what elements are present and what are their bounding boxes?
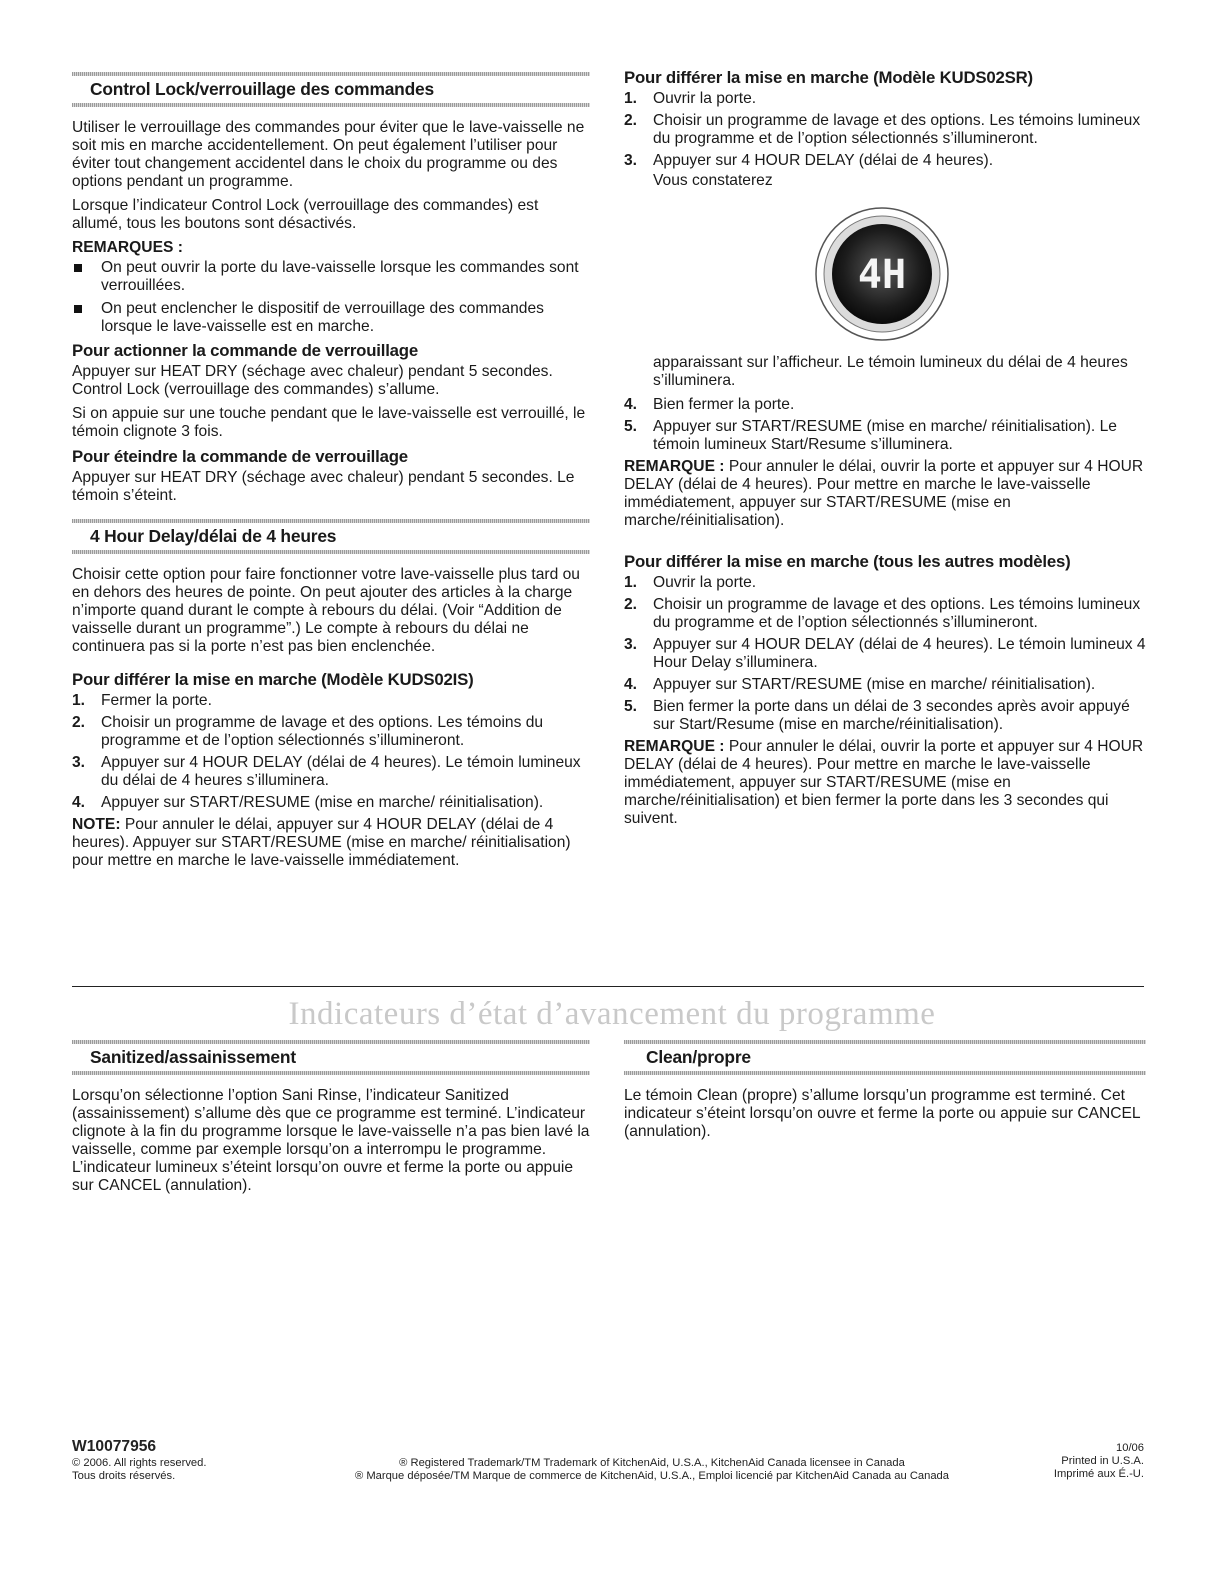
step-number: 3. <box>624 152 638 169</box>
step-text: Appuyer sur START/RESUME (mise en marche/ réinitialisation). Le témoin lumineux Start/Resume s’illuminera. <box>653 418 1117 453</box>
paragraph: Lorsqu’on sélectionne l’option Sani Rinse, l’indicateur Sanitized (assainissement) s’allume dès que ce programme est terminé. L’indicateur clignote à la fin du programme lorsque le lave-vaisselle n’a pas bien lavé la vaisselle, comme par exemple lorsqu’on a interrompu le programme. L’indicateur lumineux s’éteint lorsqu’on ouvre et ferme la porte ou appuie sur CANCEL (annulation). <box>72 1087 590 1194</box>
printed-text: Imprimé aux É.-U. <box>1053 1468 1144 1480</box>
step-item <box>72 754 590 790</box>
note-label: REMARQUE : <box>624 458 725 475</box>
footer <box>72 1438 1144 1485</box>
step-text: Bien fermer la porte dans un délai de 3 secondes après avoir appuyé sur Start/Resume (mise en marche/réinitialisation). <box>653 698 1130 733</box>
step-item <box>624 676 1146 694</box>
step-number: 3. <box>72 754 86 771</box>
step-number: 2. <box>624 596 638 613</box>
step-text: Appuyer sur 4 HOUR DELAY (délai de 4 heures). <box>653 152 994 169</box>
step-text: Choisir un programme de lavage et des options. Les témoins lumineux du programme et de l’option sélectionnés s’illumineront. <box>653 112 1141 147</box>
step-continuation: Vous constaterez <box>653 172 773 189</box>
note <box>624 458 1146 530</box>
paragraph: Utiliser le verrouillage des commandes pour éviter que le lave-vaisselle ne soit mis en marche accidentellement. On peut également l’utiliser pour éviter tout changement accidentel dans le choix du programme ou des options pendant un programme. <box>72 119 585 190</box>
trademark-block <box>252 1457 1052 1483</box>
section-title: Control Lock/verrouillage des commandes <box>90 79 434 99</box>
print-date: 10/06 <box>1116 1442 1144 1454</box>
step-item <box>624 636 1146 672</box>
step-number: 1. <box>72 692 86 709</box>
print-info-block <box>1054 1442 1144 1481</box>
sanitized-column <box>72 1040 590 1201</box>
paragraph: Appuyer sur HEAT DRY (séchage avec chaleur) pendant 5 secondes. Control Lock (verrouillage des commandes) s’allume. <box>72 363 553 398</box>
step-item <box>72 714 590 750</box>
step-number: 5. <box>624 698 638 715</box>
display-graphic <box>812 204 952 344</box>
steps-list <box>624 574 1146 734</box>
step-item <box>72 794 590 812</box>
bullet-text: On peut ouvrir la porte du lave-vaisselle lorsque les commandes sont verrouillées. <box>101 259 579 294</box>
step-item <box>624 596 1146 632</box>
steps-list <box>624 396 1146 454</box>
step-text: Fermer la porte. <box>101 692 212 709</box>
section-title: Sanitized/assainissement <box>90 1047 296 1067</box>
status-indicators-banner: Indicateurs d’état d’avancement du programme <box>288 996 936 1032</box>
section-header-sanitized <box>72 1040 590 1075</box>
step-item <box>624 418 1146 454</box>
step-number: 1. <box>624 90 638 107</box>
trademark-text: ® Marque déposée/TM Marque de commerce de KitchenAid, U.S.A., Emploi licencié par KitchenAid Canada au Canada <box>354 1470 950 1482</box>
step-item <box>624 112 1146 148</box>
note <box>72 816 590 870</box>
step-item <box>624 90 1146 108</box>
step-item <box>72 692 590 710</box>
step-number: 2. <box>72 714 86 731</box>
section-header-clean <box>624 1040 1146 1075</box>
left-column <box>72 0 590 876</box>
step-text: Ouvrir la porte. <box>653 574 757 591</box>
paragraph: Le témoin Clean (propre) s’allume lorsqu’un programme est terminé. Cet indicateur s’éteint lorsqu’on ouvre et ferme la porte ou appuie sur CANCEL (annulation). <box>624 1087 1141 1140</box>
header-rule <box>624 1071 1146 1075</box>
section-header-control-lock <box>72 72 590 107</box>
note <box>624 738 1146 828</box>
subheading: Pour différer la mise en marche (Modèle KUDS02IS) <box>72 670 474 689</box>
step-item <box>624 574 1146 592</box>
clean-column <box>624 1040 1146 1147</box>
header-rule <box>72 550 590 554</box>
copyright-text: © 2006. All rights reserved. <box>72 1457 207 1469</box>
step-text: Bien fermer la porte. <box>653 396 795 413</box>
paragraph: Lorsque l’indicateur Control Lock (verrouillage des commandes) est allumé, tous les boutons sont désactivés. <box>72 197 539 232</box>
paragraph: Choisir cette option pour faire fonctionner votre lave-vaisselle plus tard ou en dehors des heures de pointe. On peut ajouter des articles à la charge n’importe quand durant le compte à rebours du délai. (Voir “Addition de vaisselle durant un programme”.) Le compte à rebours du délai ne continuera pas si la porte n’est pas bien enclenchée. <box>72 566 580 655</box>
step-item <box>624 396 1146 414</box>
bullet-square-icon <box>74 305 82 313</box>
step-text: Choisir un programme de lavage et des options. Les témoins lumineux du programme et de l’option sélectionnés s’illumineront. <box>653 596 1141 631</box>
right-column <box>624 0 1146 834</box>
steps-list <box>72 692 590 812</box>
header-rule <box>72 103 590 107</box>
remarks-heading: REMARQUES : <box>72 239 183 256</box>
step-number: 2. <box>624 112 638 129</box>
delay-display-illustration <box>812 204 952 344</box>
printed-text: Printed in U.S.A. <box>1061 1455 1144 1467</box>
trademark-text: ® Registered Trademark/TM Trademark of KitchenAid, U.S.A., KitchenAid Canada licensee in Canada <box>399 1457 905 1469</box>
bullet-text: On peut enclencher le dispositif de verrouillage des commandes lorsque le lave-vaisselle est en marche. <box>101 300 544 335</box>
note-text: Pour annuler le délai, ouvrir la porte et appuyer sur 4 HOUR DELAY (délai de 4 heures). Pour mettre en marche le lave-vaisselle immédiatement, appuyer sur START/RESUME (mise en marche/réinitialisation). <box>624 458 1144 529</box>
step-text: Appuyer sur START/RESUME (mise en marche/ réinitialisation). <box>653 676 1096 693</box>
section-header-delay <box>72 519 590 554</box>
section-title: Clean/propre <box>646 1047 751 1067</box>
note-text: Pour annuler le délai, appuyer sur 4 HOUR DELAY (délai de 4 heures). Appuyer sur START/RESUME (mise en marche/ réinitialisation) pour mettre en marche le lave-vaisselle immédiatement. <box>72 816 571 869</box>
step-number: 4. <box>72 794 86 811</box>
paragraph: Si on appuie sur une touche pendant que le lave-vaisselle est verrouillé, le témoin clignote 3 fois. <box>72 405 586 440</box>
paragraph: Appuyer sur HEAT DRY (séchage avec chaleur) pendant 5 secondes. Le témoin s’éteint. <box>72 469 575 504</box>
bullet-square-icon <box>74 264 82 272</box>
subheading: Pour actionner la commande de verrouillage <box>72 341 418 360</box>
step-item <box>624 152 1146 170</box>
document-code: W10077956 <box>72 1438 157 1455</box>
copyright-block <box>72 1457 206 1483</box>
section-title: 4 Hour Delay/délai de 4 heures <box>90 526 337 546</box>
subheading: Pour différer la mise en marche (tous les autres modèles) <box>624 552 1071 571</box>
step-text: Appuyer sur 4 HOUR DELAY (délai de 4 heures). Le témoin lumineux 4 Hour Delay s’illuminera. <box>653 636 1146 671</box>
step-text: Choisir un programme de lavage et des options. Les témoins du programme et de l’option sélectionnés s’illumineront. <box>101 714 544 749</box>
step-continuation: apparaissant sur l’afficheur. Le témoin lumineux du délai de 4 heures s’illuminera. <box>653 354 1128 389</box>
subheading: Pour éteindre la commande de verrouillage <box>72 447 408 466</box>
step-text: Appuyer sur 4 HOUR DELAY (délai de 4 heures). Le témoin lumineux du délai de 4 heures s’illuminera. <box>101 754 581 789</box>
step-number: 3. <box>624 636 638 653</box>
step-text: Ouvrir la porte. <box>653 90 757 107</box>
rights-text: Tous droits réservés. <box>72 1470 176 1482</box>
header-rule <box>72 1071 590 1075</box>
step-item <box>624 698 1146 734</box>
step-number: 5. <box>624 418 638 435</box>
subheading: Pour différer la mise en marche (Modèle KUDS02SR) <box>624 68 1033 87</box>
note-text: Pour annuler le délai, ouvrir la porte et appuyer sur 4 HOUR DELAY (délai de 4 heures). Pour mettre en marche le lave-vaisselle immédiatement, appuyer sur START/RESUME (mise en marche/réinitialisation) et bien fermer la porte dans les 3 secondes qui suivent. <box>624 738 1144 827</box>
section-divider <box>72 986 1144 987</box>
steps-list <box>624 90 1146 170</box>
step-number: 1. <box>624 574 638 591</box>
bullet-item <box>72 259 590 295</box>
note-label: REMARQUE : <box>624 738 725 755</box>
step-number: 4. <box>624 676 638 693</box>
note-label: NOTE: <box>72 816 121 833</box>
step-number: 4. <box>624 396 638 413</box>
step-text: Appuyer sur START/RESUME (mise en marche/ réinitialisation). <box>101 794 544 811</box>
bullet-item <box>72 300 590 336</box>
display-readout: 4H <box>857 252 907 298</box>
